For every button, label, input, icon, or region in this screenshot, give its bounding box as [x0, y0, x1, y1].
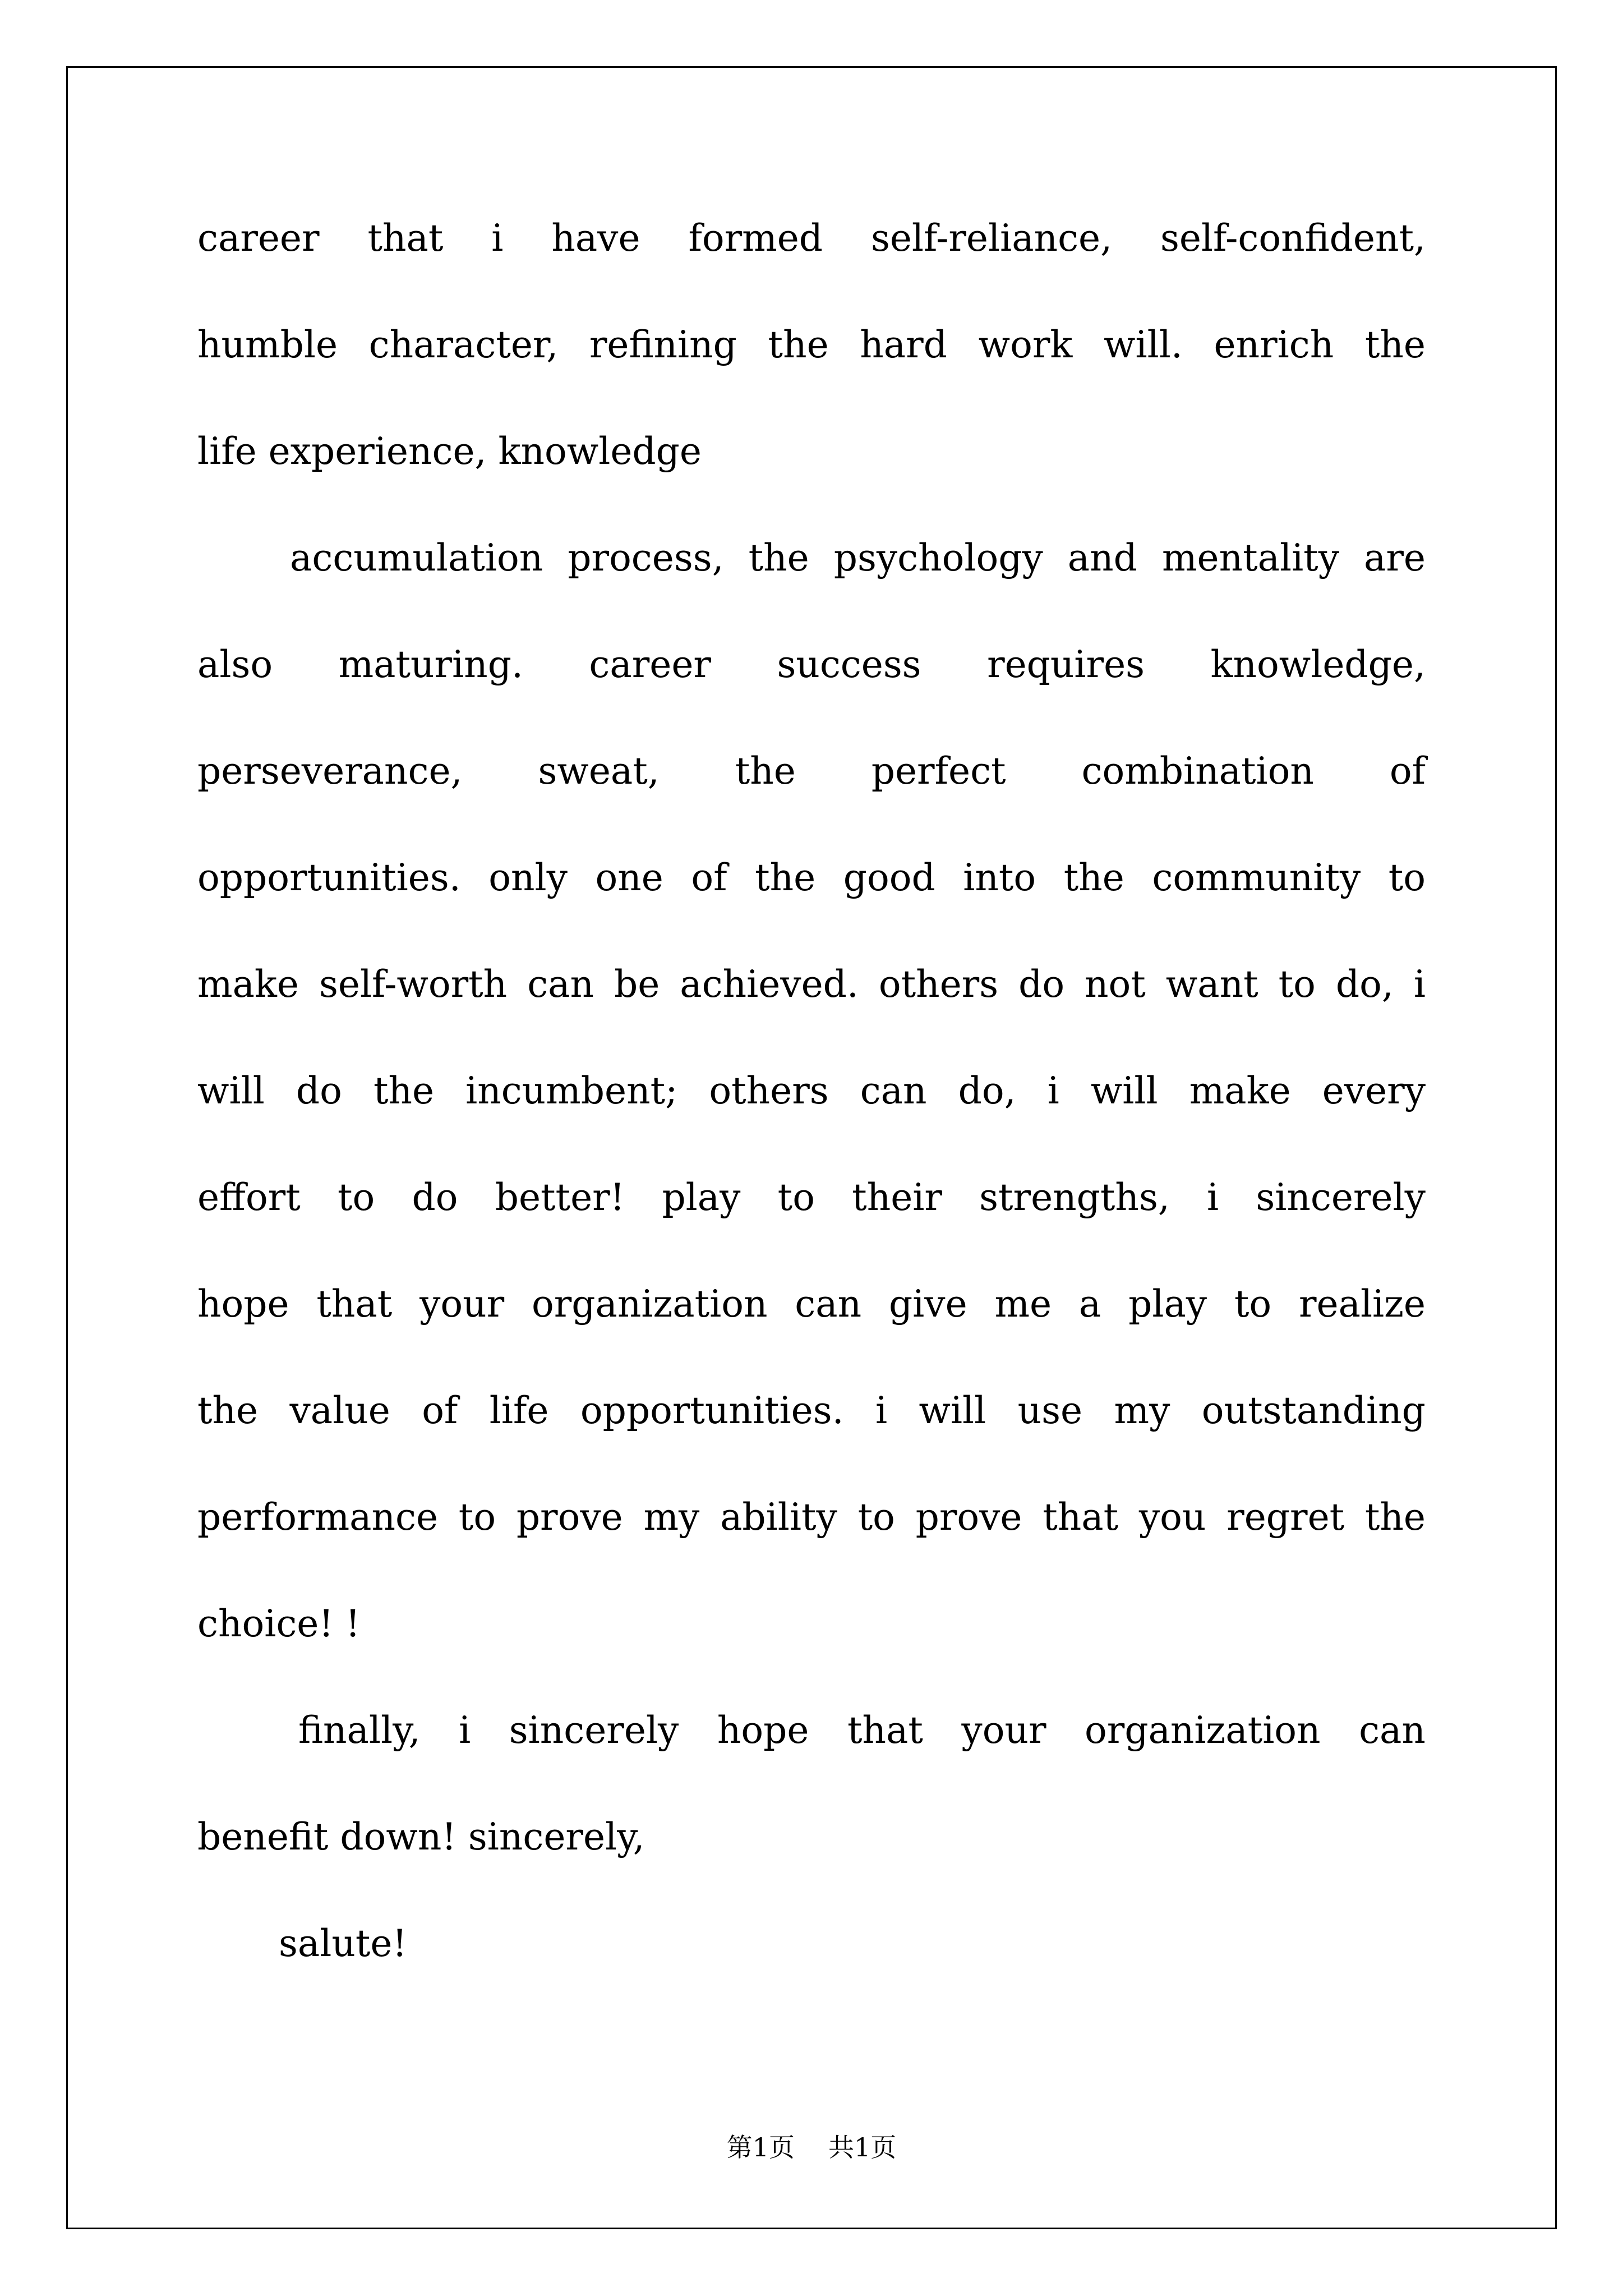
word: give [888, 1282, 967, 1326]
word: achieved. [680, 963, 859, 1006]
word: the [748, 536, 809, 579]
word: enrich [1214, 323, 1334, 366]
word: also [197, 643, 273, 686]
text-line [197, 631, 1426, 698]
text-line [197, 1164, 1426, 1231]
text-line [197, 1271, 1426, 1338]
word: do, [958, 1069, 1016, 1112]
word: incumbent; [465, 1069, 678, 1112]
page-frame [66, 66, 1557, 2229]
word: the [768, 323, 829, 366]
word: can [1359, 1709, 1426, 1752]
word: be [614, 963, 660, 1006]
word: one [595, 856, 663, 899]
word: outstanding [1201, 1389, 1426, 1432]
word: will [919, 1389, 986, 1432]
word: maturing. [338, 643, 523, 686]
word: you [1138, 1496, 1206, 1539]
word: sincerely [1256, 1176, 1426, 1219]
text-line [197, 311, 1426, 379]
word: hope [717, 1709, 809, 1752]
word: opportunities. [197, 856, 461, 899]
word: value [289, 1389, 390, 1432]
text-line: choice! ! [197, 1602, 361, 1645]
word: refining [589, 323, 737, 366]
word: of [691, 856, 727, 899]
word: to [338, 1176, 375, 1219]
word: to [1278, 963, 1316, 1006]
text-line: life experience, knowledge [197, 430, 702, 473]
word: make [197, 963, 299, 1006]
word: and [1067, 536, 1137, 579]
word: process, [568, 536, 724, 579]
word: their [852, 1176, 942, 1219]
word: do [1018, 963, 1065, 1006]
word: do [296, 1069, 342, 1112]
word: perfect [871, 749, 1006, 793]
word: can [527, 963, 594, 1006]
word: only [488, 856, 568, 899]
word: the [373, 1069, 435, 1112]
text-line [197, 951, 1426, 1018]
word: play [662, 1176, 741, 1219]
word: organization [1085, 1709, 1321, 1752]
word: hope [197, 1282, 289, 1326]
word: good [843, 856, 935, 899]
word: finally, [298, 1709, 421, 1752]
word: mentality [1161, 536, 1339, 579]
text-line [197, 1484, 1426, 1551]
word: the [197, 1389, 259, 1432]
word: your [419, 1282, 505, 1326]
word: i [459, 1709, 471, 1752]
word: organization [531, 1282, 768, 1326]
word: career [589, 643, 711, 686]
word: formed [688, 217, 823, 260]
word: the [1063, 856, 1124, 899]
word: want [1165, 963, 1258, 1006]
word: a [1078, 1282, 1101, 1326]
word: the [755, 856, 816, 899]
word: opportunities. [580, 1389, 844, 1432]
word: self-confident, [1160, 217, 1426, 260]
word: accumulation [290, 536, 543, 579]
word: self-worth [319, 963, 508, 1006]
text-line: salute! [279, 1922, 407, 1965]
word: realize [1298, 1282, 1426, 1326]
word: sincerely [509, 1709, 679, 1752]
word: to [458, 1496, 496, 1539]
word: ability [720, 1496, 837, 1539]
word: sweat, [538, 749, 660, 793]
word: work [978, 323, 1073, 366]
word: i [1207, 1176, 1219, 1219]
word: knowledge, [1210, 643, 1426, 686]
word: to [1234, 1282, 1272, 1326]
word: regret [1227, 1496, 1345, 1539]
text-line [290, 524, 1426, 592]
word: the [1364, 1496, 1426, 1539]
word: can [795, 1282, 862, 1326]
word: every [1322, 1069, 1426, 1112]
word: will [197, 1069, 265, 1112]
word: the [735, 749, 796, 793]
word: will [1090, 1069, 1158, 1112]
word: character, [368, 323, 559, 366]
word: your [961, 1709, 1046, 1752]
word: my [643, 1496, 700, 1539]
text-line [197, 738, 1426, 805]
word: strengths, [979, 1176, 1170, 1219]
text-line [197, 205, 1426, 272]
word: others [878, 963, 999, 1006]
word: to [857, 1496, 895, 1539]
word: of [422, 1389, 458, 1432]
word: better! [495, 1176, 625, 1219]
word: have [551, 217, 640, 260]
word: self-reliance, [870, 217, 1113, 260]
word: my [1114, 1389, 1170, 1432]
word: humble [197, 323, 338, 366]
word: performance [197, 1496, 439, 1539]
word: use [1017, 1389, 1083, 1432]
word: into [963, 856, 1036, 899]
text-line [197, 1057, 1426, 1125]
word: to [1388, 856, 1426, 899]
word: to [777, 1176, 815, 1219]
word: that [316, 1282, 393, 1326]
page-total: 共1页 [828, 2132, 897, 2162]
word: prove [915, 1496, 1022, 1539]
word: that [1043, 1496, 1119, 1539]
word: me [994, 1282, 1052, 1326]
word: the [1364, 323, 1426, 366]
page-footer [0, 2127, 1623, 2164]
word: play [1128, 1282, 1207, 1326]
word: community [1152, 856, 1361, 899]
word: i [1413, 963, 1426, 1006]
word: combination [1081, 749, 1314, 793]
word: prove [516, 1496, 623, 1539]
page-number: 第1页 [726, 2132, 795, 2162]
word: will. [1104, 323, 1183, 366]
word: are [1364, 536, 1426, 579]
word: make [1189, 1069, 1291, 1112]
word: do [412, 1176, 458, 1219]
text-line: benefit down! sincerely, [197, 1815, 645, 1858]
word: perseverance, [197, 749, 463, 793]
word: others [709, 1069, 829, 1112]
word: hard [860, 323, 947, 366]
word: life [489, 1389, 549, 1432]
word: not [1085, 963, 1146, 1006]
word: that [367, 217, 444, 260]
word: effort [197, 1176, 301, 1219]
word: i [491, 217, 504, 260]
text-line [197, 1377, 1426, 1444]
word: that [847, 1709, 923, 1752]
text-line [298, 1697, 1426, 1764]
word: success [777, 643, 921, 686]
word: psychology [833, 536, 1043, 579]
word: of [1389, 749, 1426, 793]
word: i [875, 1389, 888, 1432]
word: career [197, 217, 320, 260]
word: requires [987, 643, 1145, 686]
word: i [1047, 1069, 1059, 1112]
word: can [860, 1069, 927, 1112]
word: do, [1335, 963, 1394, 1006]
text-line [197, 844, 1426, 912]
